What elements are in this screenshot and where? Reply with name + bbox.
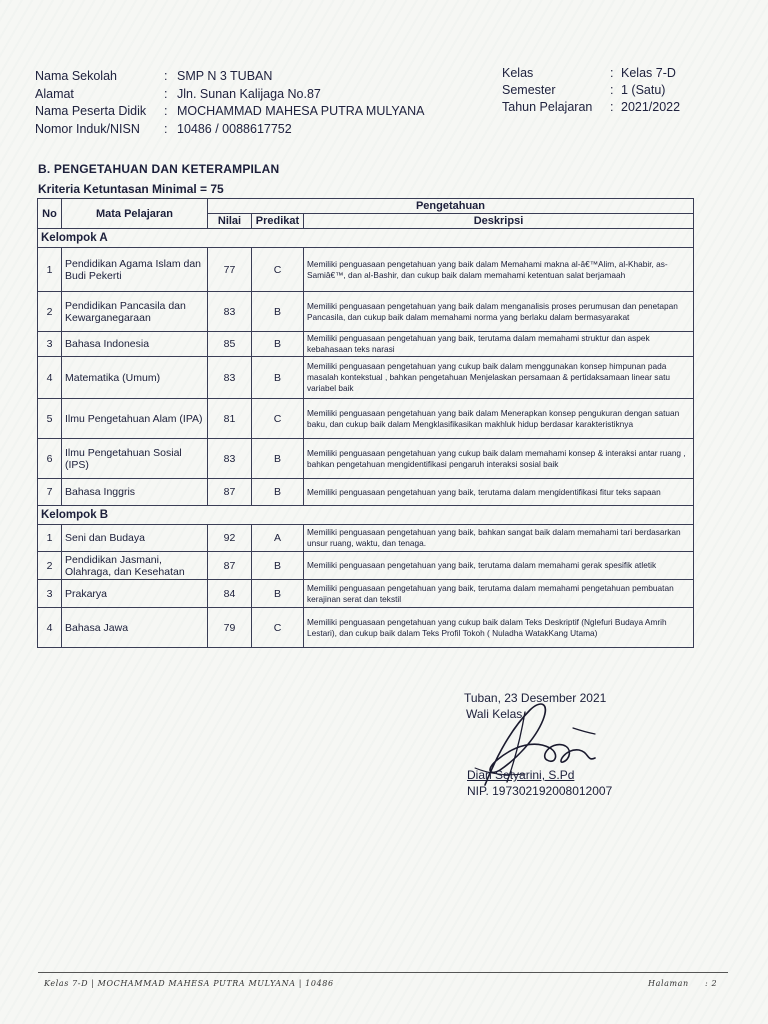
description: Memiliki penguasaan pengetahuan yang cukup baik dalam memahami konsep & interaksi antar ruang , bahkan pengetahuan mengidentifikasi pengaruh interaksi sosial baik bbox=[304, 439, 694, 479]
description: Memiliki penguasaan pengetahuan yang baik, terutama dalam memahami struktur dan aspek kebahasaan teks narasi bbox=[304, 332, 694, 357]
separator: : bbox=[164, 122, 168, 136]
footer-page-number: : 2 bbox=[705, 979, 718, 988]
predicate: B bbox=[252, 552, 304, 580]
table-row bbox=[38, 357, 694, 399]
predicate: B bbox=[252, 357, 304, 399]
subject-name: Pendidikan Agama Islam dan Budi Pekerti bbox=[62, 248, 208, 292]
minimum-criteria: Kriteria Ketuntasan Minimal = 75 bbox=[38, 182, 224, 196]
separator: : bbox=[164, 87, 168, 101]
row-number: 4 bbox=[38, 357, 62, 399]
table-row bbox=[38, 439, 694, 479]
subject-name: Seni dan Budaya bbox=[62, 525, 208, 552]
predicate: C bbox=[252, 608, 304, 648]
group-name: Kelompok A bbox=[38, 229, 694, 248]
teacher-name: Dian Setyarini, S.Pd bbox=[467, 768, 575, 782]
score: 83 bbox=[208, 357, 252, 399]
class-value: Kelas 7-D bbox=[621, 66, 676, 80]
separator: : bbox=[610, 100, 614, 114]
description: Memiliki penguasaan pengetahuan yang baik, bahkan sangat baik dalam memahami tari berdasarkan unsur ruang, waktu, dan tenaga. bbox=[304, 525, 694, 552]
row-number: 1 bbox=[38, 248, 62, 292]
class-label: Kelas bbox=[502, 66, 534, 80]
student-name-value: MOCHAMMAD MAHESA PUTRA MULYANA bbox=[177, 104, 425, 118]
footer-divider bbox=[38, 972, 728, 973]
table-row bbox=[38, 552, 694, 580]
table-row bbox=[38, 525, 694, 552]
header-no: No bbox=[38, 199, 62, 229]
description: Memiliki penguasaan pengetahuan yang baik, terutama dalam memahami gerak spesifik atletik bbox=[304, 552, 694, 580]
predicate: C bbox=[252, 248, 304, 292]
row-number: 3 bbox=[38, 332, 62, 357]
group-row bbox=[38, 229, 694, 248]
subject-name: Bahasa Indonesia bbox=[62, 332, 208, 357]
school-year-label: Tahun Pelajaran bbox=[502, 100, 593, 114]
row-number: 7 bbox=[38, 479, 62, 506]
grades-body bbox=[38, 229, 694, 648]
separator: : bbox=[610, 83, 614, 97]
semester-label: Semester bbox=[502, 83, 556, 97]
description: Memiliki penguasaan pengetahuan yang cukup baik dalam menggunakan konsep himpunan pada masalah kontekstual , bahkan pengetahuan Menjelaskan persamaan & pertidaksamaan linear satu variabel baik bbox=[304, 357, 694, 399]
table-row bbox=[38, 292, 694, 332]
description: Memiliki penguasaan pengetahuan yang baik, terutama dalam memahami pengetahuan pembuatan kerajinan serat dan tekstil bbox=[304, 580, 694, 608]
row-number: 5 bbox=[38, 399, 62, 439]
description: Memiliki penguasaan pengetahuan yang baik dalam Memahami makna al-â€™Alim, al-Khabir, as-Samiâ€™, dan al-Bashir, dan cukup baik dalam memahami ketentuan salat berjamaah bbox=[304, 248, 694, 292]
predicate: B bbox=[252, 580, 304, 608]
student-name-label: Nama Peserta Didik bbox=[35, 104, 147, 118]
header-knowledge: Pengetahuan bbox=[208, 199, 694, 214]
header-description: Deskripsi bbox=[304, 214, 694, 229]
subject-name: Prakarya bbox=[62, 580, 208, 608]
predicate: B bbox=[252, 332, 304, 357]
row-number: 4 bbox=[38, 608, 62, 648]
score: 92 bbox=[208, 525, 252, 552]
score: 79 bbox=[208, 608, 252, 648]
subject-name: Pendidikan Jasmani, Olahraga, dan Kesehatan bbox=[62, 552, 208, 580]
predicate: B bbox=[252, 439, 304, 479]
score: 77 bbox=[208, 248, 252, 292]
school-year-value: 2021/2022 bbox=[621, 100, 681, 114]
header-score: Nilai bbox=[208, 214, 252, 229]
table-row bbox=[38, 248, 694, 292]
predicate: A bbox=[252, 525, 304, 552]
row-number: 2 bbox=[38, 552, 62, 580]
school-name-label: Nama Sekolah bbox=[35, 69, 117, 83]
table-row bbox=[38, 608, 694, 648]
group-row bbox=[38, 506, 694, 525]
separator: : bbox=[164, 104, 168, 118]
subject-name: Bahasa Jawa bbox=[62, 608, 208, 648]
subject-name: Pendidikan Pancasila dan Kewarganegaraan bbox=[62, 292, 208, 332]
table-row bbox=[38, 479, 694, 506]
score: 87 bbox=[208, 479, 252, 506]
grades-table bbox=[37, 198, 694, 648]
score: 87 bbox=[208, 552, 252, 580]
signature-place-date: Tuban, 23 Desember 2021 bbox=[464, 691, 607, 705]
predicate: C bbox=[252, 399, 304, 439]
header-predicate: Predikat bbox=[252, 214, 304, 229]
score: 81 bbox=[208, 399, 252, 439]
address-value: Jln. Sunan Kalijaga No.87 bbox=[177, 87, 321, 101]
row-number: 1 bbox=[38, 525, 62, 552]
row-number: 3 bbox=[38, 580, 62, 608]
score: 83 bbox=[208, 439, 252, 479]
separator: : bbox=[610, 66, 614, 80]
student-id-value: 10486 / 0088617752 bbox=[177, 122, 292, 136]
footer-student-info: Kelas 7-D | MOCHAMMAD MAHESA PUTRA MULYANA | 10486 bbox=[44, 979, 334, 988]
table-row bbox=[38, 332, 694, 357]
address-label: Alamat bbox=[35, 87, 74, 101]
table-row bbox=[38, 399, 694, 439]
group-name: Kelompok B bbox=[38, 506, 694, 525]
semester-value: 1 (Satu) bbox=[621, 83, 666, 97]
description: Memiliki penguasaan pengetahuan yang baik dalam menganalisis proses perumusan dan penetapan Pancasila, dan cukup baik dalam memahami norma yang berlaku dalam bermasyarakat bbox=[304, 292, 694, 332]
school-name-value: SMP N 3 TUBAN bbox=[177, 69, 273, 83]
score: 83 bbox=[208, 292, 252, 332]
footer-page-label: Halaman bbox=[648, 979, 689, 988]
subject-name: Bahasa Inggris bbox=[62, 479, 208, 506]
separator: : bbox=[164, 69, 168, 83]
description: Memiliki penguasaan pengetahuan yang baik dalam Menerapkan konsep pengukuran dengan satuan baku, dan cukup baik dalam Mengklasifikasikan makhluk hidup berdasar karakteristiknya bbox=[304, 399, 694, 439]
signature-role: Wali Kelas, bbox=[466, 707, 526, 721]
subject-name: Matematika (Umum) bbox=[62, 357, 208, 399]
predicate: B bbox=[252, 479, 304, 506]
score: 85 bbox=[208, 332, 252, 357]
description: Memiliki penguasaan pengetahuan yang cukup baik dalam Teks Deskriptif (Nglefuri Budaya Amrih Lestari), dan cukup baik dalam Teks Profil Tokoh ( Nuladha WatakKang Utama) bbox=[304, 608, 694, 648]
score: 84 bbox=[208, 580, 252, 608]
subject-name: Ilmu Pengetahuan Alam (IPA) bbox=[62, 399, 208, 439]
section-title: B. PENGETAHUAN DAN KETERAMPILAN bbox=[38, 162, 280, 176]
subject-name: Ilmu Pengetahuan Sosial (IPS) bbox=[62, 439, 208, 479]
header-subject: Mata Pelajaran bbox=[62, 199, 208, 229]
teacher-nip: NIP. 197302192008012007 bbox=[467, 784, 613, 798]
row-number: 6 bbox=[38, 439, 62, 479]
description: Memiliki penguasaan pengetahuan yang baik, terutama dalam mengidentifikasi fitur teks sapaan bbox=[304, 479, 694, 506]
student-id-label: Nomor Induk/NISN bbox=[35, 122, 140, 136]
table-row bbox=[38, 580, 694, 608]
predicate: B bbox=[252, 292, 304, 332]
row-number: 2 bbox=[38, 292, 62, 332]
